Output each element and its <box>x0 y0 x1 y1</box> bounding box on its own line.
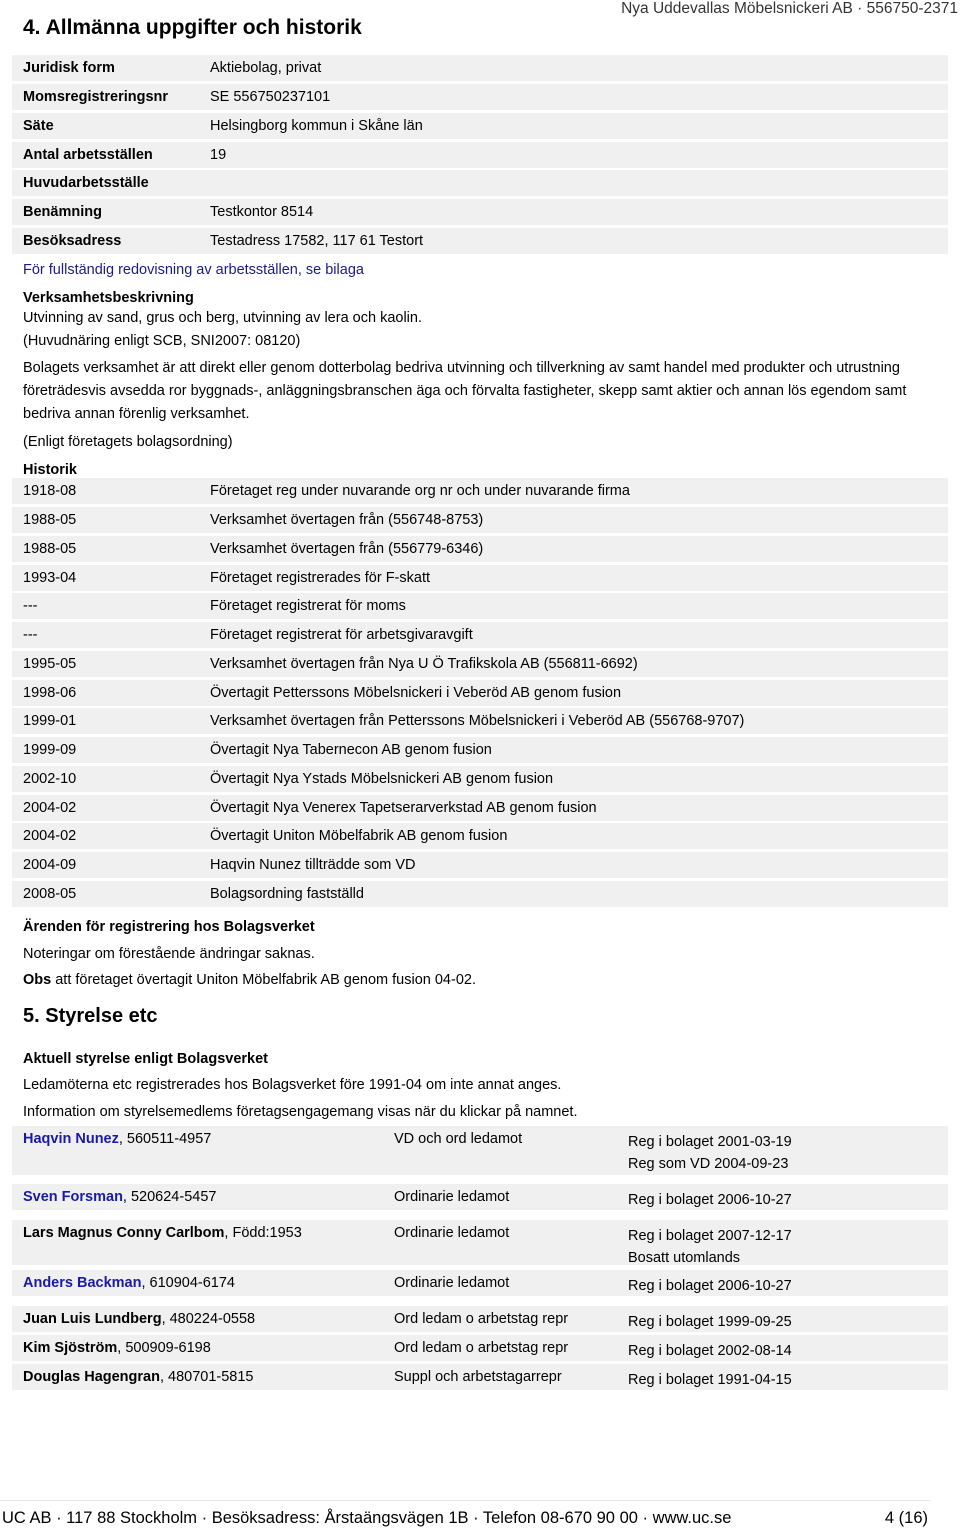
history-heading: Historik <box>23 462 77 478</box>
history-text: Övertagit Uniton Möbelfabrik AB genom fusion <box>210 828 508 844</box>
kv-label: Momsregistreringsnr <box>23 89 169 105</box>
member-role: Suppl och arbetstagarrepr <box>394 1369 562 1385</box>
member-reg <box>628 1369 792 1391</box>
activity-heading: Verksamhetsbeskrivning <box>23 290 194 306</box>
member-reg-1: Reg i bolaget 1999-09-25 <box>628 1314 792 1330</box>
history-row <box>12 766 948 792</box>
kv-row <box>12 142 948 168</box>
obs-text: att företaget övertagit Uniton Möbelfabrik AB genom fusion 04-02. <box>51 972 476 988</box>
member-name-wrap <box>23 1131 211 1147</box>
history-date: 1998-06 <box>23 685 77 701</box>
history-row <box>12 565 948 591</box>
history-date: 2004-02 <box>23 800 77 816</box>
footer-divider <box>0 1500 930 1501</box>
board-member-row <box>12 1270 948 1296</box>
member-name-wrap <box>23 1340 211 1356</box>
member-reg <box>628 1189 792 1211</box>
kv-value: 19 <box>210 147 227 163</box>
history-row <box>12 507 948 533</box>
kv-row <box>12 55 948 81</box>
registration-obs <box>23 972 476 988</box>
history-date: --- <box>23 598 38 614</box>
kv-value: Testadress 17582, 117 61 Testort <box>210 233 424 249</box>
history-text: Övertagit Nya Ystads Möbelsnickeri AB genom fusion <box>210 771 554 787</box>
board-note-1: Ledamöterna etc registrerades hos Bolagsverket före 1991-04 om inte annat anges. <box>23 1077 562 1093</box>
member-reg-1: Reg i bolaget 2002-08-14 <box>628 1343 792 1359</box>
member-role: Ord ledam o arbetstag repr <box>394 1311 569 1327</box>
member-reg <box>628 1275 792 1297</box>
member-reg <box>628 1225 792 1269</box>
history-date: 2002-10 <box>23 771 77 787</box>
member-name-wrap <box>23 1189 216 1205</box>
member-id: , 560511-4957 <box>118 1131 212 1147</box>
history-date: 1999-09 <box>23 742 77 758</box>
history-row <box>12 593 948 619</box>
activity-source: (Enligt företagets bolagsordning) <box>23 434 233 450</box>
history-text: Företaget reg under nuvarande org nr och under nuvarande firma <box>210 483 630 499</box>
member-id: , 480701-5815 <box>159 1369 254 1385</box>
kv-row <box>12 84 948 110</box>
history-text: Haqvin Nunez tillträdde som VD <box>210 857 416 873</box>
member-name-wrap <box>23 1275 235 1291</box>
member-reg-1: Reg i bolaget 2006-10-27 <box>628 1278 792 1294</box>
board-member-row <box>12 1184 948 1210</box>
obs-label: Obs <box>23 972 52 988</box>
member-reg-2: Reg som VD 2004-09-23 <box>628 1156 789 1172</box>
board-note-2: Information om styrelsemedlems företagsengagemang visas när du klickar på namnet. <box>23 1104 578 1120</box>
board-member-row <box>12 1126 948 1175</box>
member-id: , 520624-5457 <box>122 1189 217 1205</box>
board-member-row <box>12 1220 948 1265</box>
kv-row <box>12 199 948 225</box>
bilaga-link[interactable]: För fullständig redovisning av arbetsställen, se bilaga <box>23 262 364 278</box>
history-row <box>12 536 948 562</box>
history-date: 1999-01 <box>23 713 77 729</box>
history-row <box>12 823 948 849</box>
history-date: 2008-05 <box>23 886 77 902</box>
registration-note: Noteringar om förestående ändringar saknas. <box>23 946 315 962</box>
member-name-wrap <box>23 1311 255 1327</box>
member-name: Lars Magnus Conny Carlbom <box>23 1225 225 1241</box>
member-role: Ordinarie ledamot <box>394 1225 510 1241</box>
history-text: Övertagit Nya Venerex Tapetserarverkstad AB genom fusion <box>210 800 597 816</box>
history-date: 1918-08 <box>23 483 77 499</box>
board-member-row <box>12 1364 948 1390</box>
member-id: , Född:1953 <box>224 1225 302 1241</box>
kv-label: Säte <box>23 118 54 134</box>
kv-label: Huvudarbetsställe <box>23 175 149 191</box>
member-reg-1: Reg i bolaget 2007-12-17 <box>628 1228 792 1244</box>
history-row <box>12 737 948 763</box>
board-member-row <box>12 1306 948 1332</box>
member-reg-1: Reg i bolaget 2006-10-27 <box>628 1192 792 1208</box>
activity-description: Bolagets verksamhet är att direkt eller genom dotterbolag bedriva utvinning och tillverkning av samt handel med produkter och utrustning företrädesvis avsedda ror byggnads-, anläggningsbranschen äga och förvalta fastigheter, skepp samt aktier och annan lös egendom samt bedriva annan förenlig verksamhet. <box>23 360 907 422</box>
history-text: Verksamhet övertagen från (556748-8753) <box>210 512 484 528</box>
member-reg <box>628 1311 792 1333</box>
kv-label: Besöksadress <box>23 233 122 249</box>
history-row <box>12 478 948 504</box>
kv-label: Benämning <box>23 204 102 220</box>
company-header: Nya Uddevallas Möbelsnickeri AB · 556750-2371 <box>621 0 958 17</box>
member-name-link[interactable]: Sven Forsman <box>23 1189 123 1205</box>
history-row <box>12 622 948 648</box>
history-text: Verksamhet övertagen från (556779-6346) <box>210 541 484 557</box>
member-role: VD och ord ledamot <box>394 1131 523 1147</box>
member-name: Juan Luis Lundberg <box>23 1311 162 1327</box>
history-text: Verksamhet övertagen från Nya U Ö Trafikskola AB (556811-6692) <box>210 656 638 672</box>
member-role: Ordinarie ledamot <box>394 1275 510 1291</box>
history-date: 1995-05 <box>23 656 77 672</box>
history-text: Företaget registrerat för moms <box>210 598 406 614</box>
member-reg <box>628 1340 792 1362</box>
board-heading: Aktuell styrelse enligt Bolagsverket <box>23 1051 268 1067</box>
member-role: Ord ledam o arbetstag repr <box>394 1340 569 1356</box>
member-reg-1: Reg i bolaget 1991-04-15 <box>628 1372 792 1388</box>
member-id: , 500909-6198 <box>117 1340 211 1356</box>
section-title: 4. Allmänna uppgifter och historik <box>23 16 362 39</box>
history-text: Företaget registrerat för arbetsgivaravgift <box>210 627 473 643</box>
member-reg <box>628 1131 792 1175</box>
member-name: Kim Sjöström <box>23 1340 118 1356</box>
history-row <box>12 881 948 907</box>
kv-row <box>12 228 948 254</box>
footer-text: UC AB · 117 88 Stockholm · Besöksadress: Årstaängsvägen 1B · Telefon 08-670 90 00 · www.uc.se <box>2 1509 732 1527</box>
history-text: Övertagit Nya Tabernecon AB genom fusion <box>210 742 492 758</box>
member-name-wrap <box>23 1225 302 1241</box>
activity-sni: (Huvudnäring enligt SCB, SNI2007: 08120) <box>23 333 301 349</box>
kv-value: Helsingborg kommun i Skåne län <box>210 118 423 134</box>
member-name-wrap <box>23 1369 254 1385</box>
member-id: , 480224-0558 <box>161 1311 256 1327</box>
history-row <box>12 795 948 821</box>
history-date: 2004-02 <box>23 828 77 844</box>
history-text: Övertagit Petterssons Möbelsnickeri i Veberöd AB genom fusion <box>210 685 622 701</box>
page-number: 4 (16) <box>884 1509 928 1527</box>
kv-label: Antal arbetsställen <box>23 147 153 163</box>
history-row <box>12 651 948 677</box>
kv-value: SE 556750237101 <box>210 89 331 105</box>
kv-label: Juridisk form <box>23 60 115 76</box>
history-text: Bolagsordning fastställd <box>210 886 364 902</box>
history-date: 1988-05 <box>23 512 77 528</box>
kv-value: Testkontor 8514 <box>210 204 314 220</box>
history-row <box>12 708 948 734</box>
history-date: 1993-04 <box>23 570 77 586</box>
activity-summary: Utvinning av sand, grus och berg, utvinning av lera och kaolin. <box>23 310 422 326</box>
member-name-link[interactable]: Anders Backman <box>23 1275 142 1291</box>
history-row <box>12 852 948 878</box>
member-name: Douglas Hagengran <box>23 1369 160 1385</box>
history-text: Företaget registrerades för F-skatt <box>210 570 430 586</box>
history-date: 2004-09 <box>23 857 77 873</box>
board-member-row <box>12 1335 948 1361</box>
kv-row <box>12 170 948 196</box>
registration-heading: Ärenden för registrering hos Bolagsverket <box>23 919 315 935</box>
history-date: 1988-05 <box>23 541 77 557</box>
kv-value: Aktiebolag, privat <box>210 60 322 76</box>
history-row <box>12 680 948 706</box>
member-id: , 610904-6174 <box>141 1275 235 1291</box>
member-reg-2: Bosatt utomlands <box>628 1250 741 1266</box>
history-text: Verksamhet övertagen från Petterssons Möbelsnickeri i Veberöd AB (556768-9707) <box>210 713 745 729</box>
member-name-link[interactable]: Haqvin Nunez <box>23 1131 119 1147</box>
board-section-title: 5. Styrelse etc <box>23 1005 158 1027</box>
member-role: Ordinarie ledamot <box>394 1189 510 1205</box>
history-date: --- <box>23 627 38 643</box>
member-reg-1: Reg i bolaget 2001-03-19 <box>628 1134 792 1150</box>
kv-row <box>12 113 948 139</box>
